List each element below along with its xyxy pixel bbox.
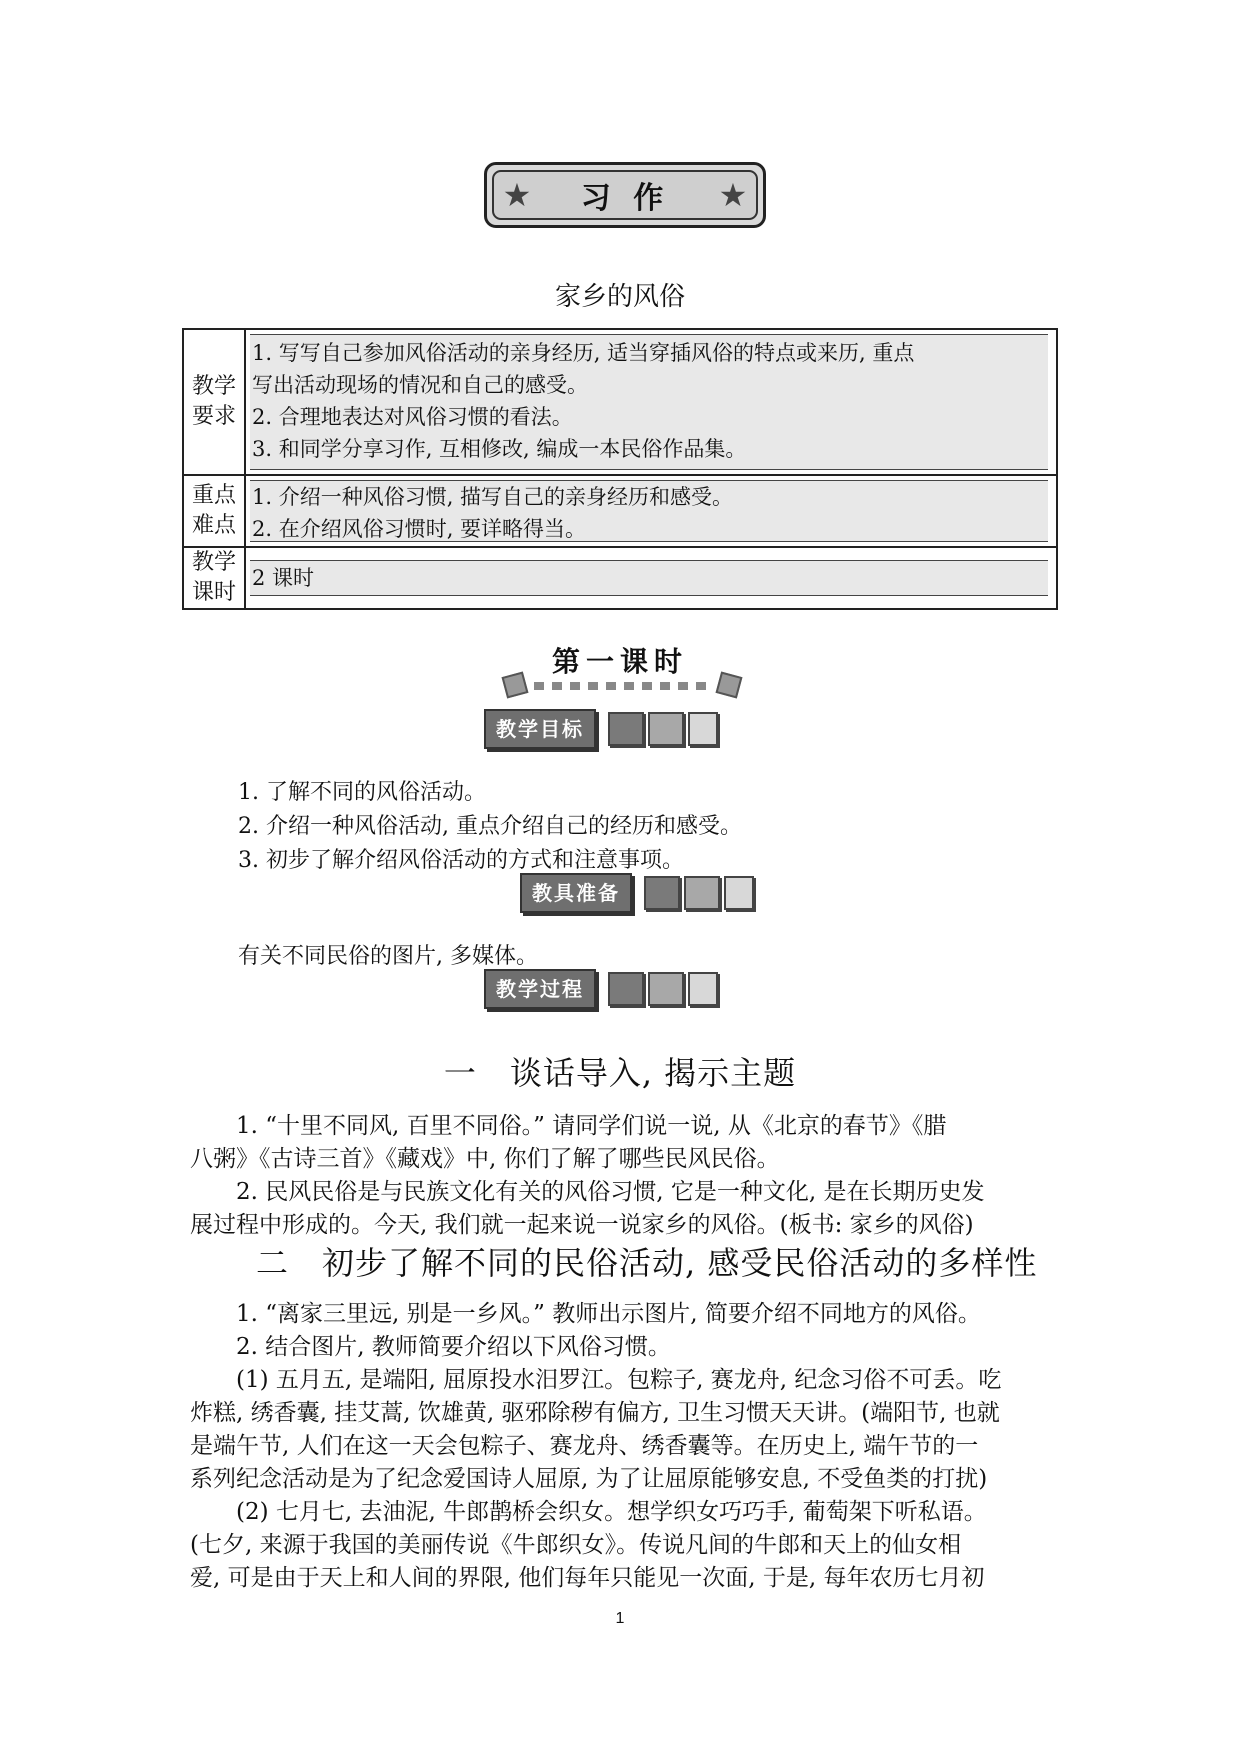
row-label [184, 548, 246, 608]
process-tag-label: 教学过程 [484, 969, 596, 1009]
row-label-line: 重点 [191, 483, 236, 508]
tools-tag [520, 874, 754, 912]
block-icon [724, 876, 754, 910]
goal-item: 3. 初步了解介绍风俗活动的方式和注意事项。 [238, 848, 684, 873]
paragraph-line: 系列纪念活动是为了纪念爱国诗人屈原, 为了让屈原能够安息, 不受鱼类的打扰) [190, 1466, 988, 1492]
row-line: 1. 介绍一种风俗习惯, 描写自己的亲身经历和感受。 [252, 485, 734, 509]
row-label [184, 476, 246, 546]
row-line: 2 课时 [252, 566, 315, 590]
paragraph-line: (1) 五月五, 是端阳, 屈原投水汨罗江。包粽子, 赛龙舟, 纪念习俗不可丢。吃 [236, 1367, 1002, 1393]
dashed-line [534, 682, 710, 690]
paragraph-line: 1. “十里不同风, 百里不同俗。” 请同学们说一说, 从《北京的春节》《腊 [236, 1113, 947, 1139]
row-content [250, 334, 1048, 470]
block-icon [648, 712, 684, 746]
row-label-line: 难点 [191, 513, 236, 538]
page-number: 1 [615, 1610, 625, 1627]
block-icon [684, 876, 720, 910]
row-line: 3. 和同学分享习作, 互相修改, 编成一本民俗作品集。 [252, 437, 747, 461]
goal-item: 2. 介绍一种风俗活动, 重点介绍自己的经历和感受。 [238, 814, 742, 839]
row-line: 1. 写写自己参加风俗活动的亲身经历, 适当穿插风俗的特点或来历, 重点 [252, 341, 915, 365]
star-icon: ★ [718, 176, 748, 214]
part2-body [190, 1298, 1070, 1595]
block-icon [608, 712, 644, 746]
row-content [250, 560, 1048, 596]
block-icon [648, 972, 684, 1006]
square-icon [502, 672, 529, 699]
paragraph-line: 展过程中形成的。今天, 我们就一起来说一说家乡的风俗。(板书: 家乡的风俗) [190, 1212, 974, 1238]
table-row [184, 330, 1056, 476]
paragraph-line: 2. 结合图片, 教师简要介绍以下风俗习惯。 [236, 1334, 671, 1360]
row-label-line: 课时 [191, 580, 236, 605]
paragraph-line: 2. 民风民俗是与民族文化有关的风俗习惯, 它是一种文化, 是在长期历史发 [236, 1179, 985, 1205]
row-label-line: 要求 [191, 404, 236, 429]
row-label-line: 教学 [191, 550, 236, 575]
title-banner-inner [492, 170, 758, 220]
lesson-title: 第一课时 [551, 645, 688, 678]
paragraph-line: 炸糕, 绣香囊, 挂艾蒿, 饮雄黄, 驱邪除秽有偏方, 卫生习惯天天讲。(端阳节, 也就 [190, 1400, 1000, 1426]
row-label [184, 330, 246, 474]
star-icon: ★ [502, 176, 532, 214]
tools-tag-label: 教具准备 [520, 873, 632, 913]
block-icon [608, 972, 644, 1006]
part2-heading: 二 初步了解不同的民俗活动, 感受民俗活动的多样性 [256, 1244, 1038, 1282]
section-title: 家乡的风俗 [554, 282, 685, 312]
paragraph-line: 爱, 可是由于天上和人间的界限, 他们每年只能见一次面, 于是, 每年农历七月初 [190, 1565, 985, 1591]
table-row [184, 548, 1056, 608]
part1-body [190, 1110, 1050, 1242]
requirements-table [182, 328, 1058, 610]
row-content [250, 480, 1048, 542]
title-banner [484, 162, 766, 228]
row-line: 写出活动现场的情况和自己的感受。 [252, 373, 588, 397]
paragraph-line: 1. “离家三里远, 别是一乡风。” 教师出示图片, 简要介绍不同地方的风俗。 [236, 1301, 981, 1327]
row-label-line: 教学 [191, 374, 236, 399]
table-row [184, 476, 1056, 548]
paragraph-line: (七夕, 来源于我国的美丽传说《牛郎织女》。传说凡间的牛郎和天上的仙女相 [190, 1532, 962, 1558]
goals-tag-label: 教学目标 [484, 709, 596, 749]
tools-text: 有关不同民俗的图片, 多媒体。 [238, 944, 538, 969]
goal-item: 1. 了解不同的风俗活动。 [238, 780, 486, 805]
row-line: 2. 合理地表达对风俗习惯的看法。 [252, 405, 573, 429]
paragraph-line: (2) 七月七, 去油泥, 牛郎鹊桥会织女。想学织女巧巧手, 葡萄架下听私语。 [236, 1499, 987, 1525]
block-icon [688, 972, 718, 1006]
block-icon [688, 712, 718, 746]
paragraph-line: 八粥》《古诗三首》《藏戏》中, 你们了解了哪些民风民俗。 [190, 1146, 780, 1172]
process-tag [484, 970, 718, 1008]
block-icon [644, 876, 680, 910]
part1-heading: 一 谈话导入, 揭示主题 [443, 1054, 797, 1092]
square-icon [716, 672, 743, 699]
row-line: 2. 在介绍风俗习惯时, 要详略得当。 [252, 517, 587, 541]
paragraph-line: 是端午节, 人们在这一天会包粽子、赛龙舟、绣香囊等。在历史上, 端午节的一 [190, 1433, 979, 1459]
lesson-divider [504, 674, 740, 700]
banner-title: 习 作 [580, 181, 670, 216]
goals-tag [484, 710, 718, 748]
